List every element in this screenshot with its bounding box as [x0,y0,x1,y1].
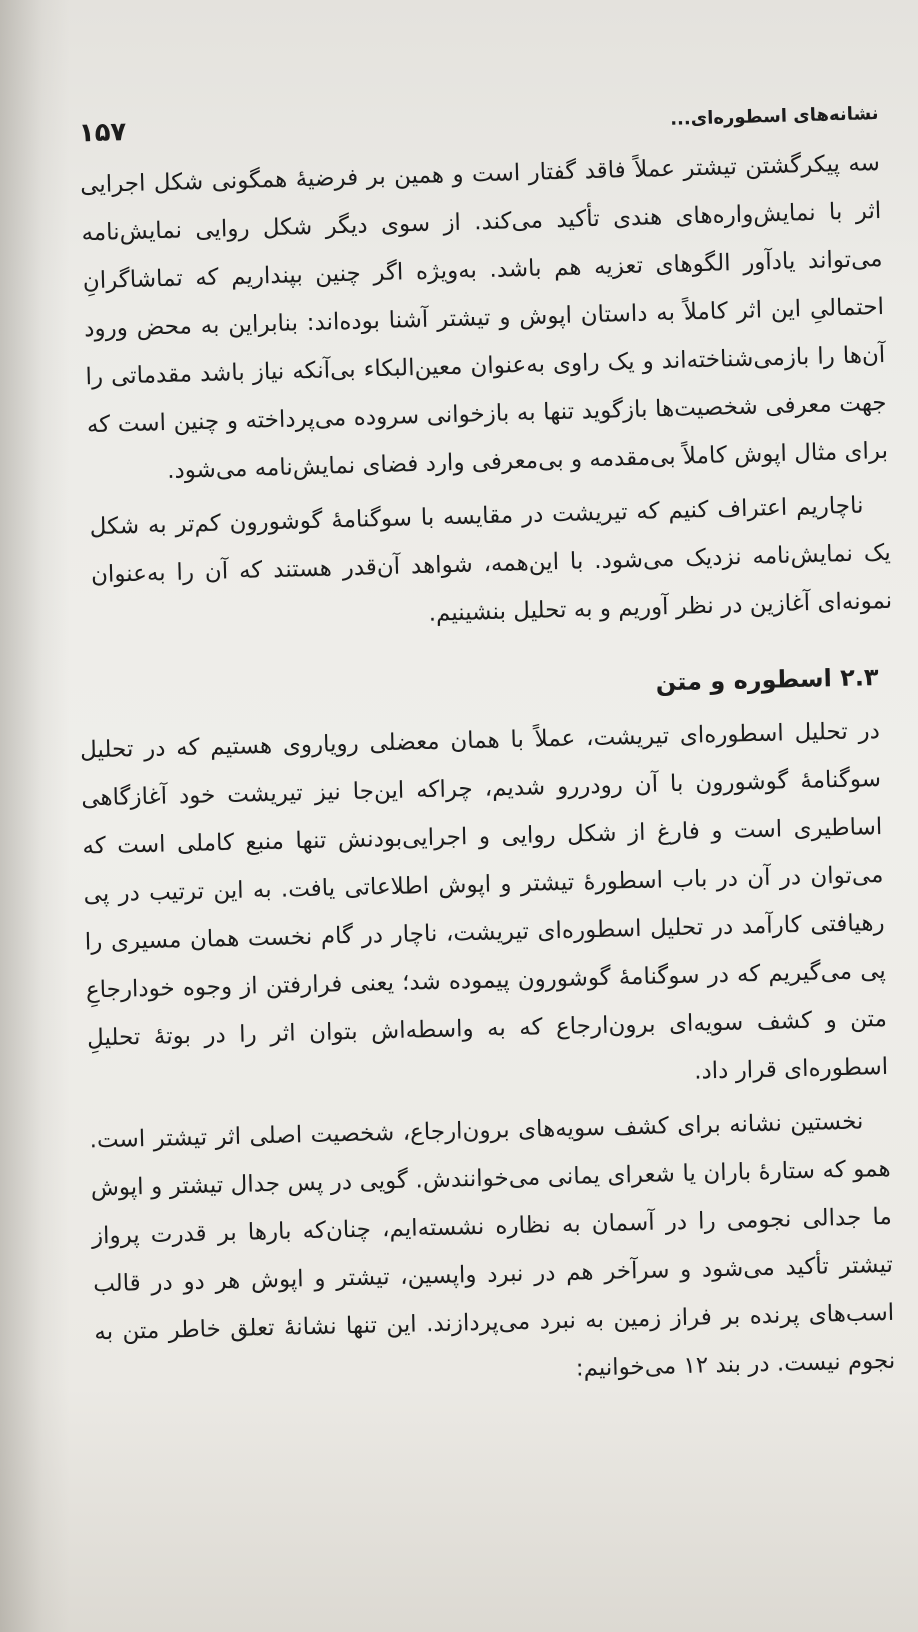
section-heading: ۲.۳ اسطوره و متن [655,662,879,697]
paragraph-3: در تحلیل اسطوره‌ای تیریشت، عملاً با همان معضلی رویاروی هستیم که در تحلیل سوگنامهٔ گوشورون با آن رودررو شدیم، چراکه این‌جا نیز تیریشت خود آغازگاهی اساطیری است و فارغ از شکل روایی و اجرایی‌بودنش تنها منبع کاملی است که می‌توان در آن در باب اسطورهٔ تیشتر و اپوش اطلاعاتی یافت. به این ترتیب در پی رهیافتی کارآمد در تحلیل اسطوره‌ای تیریشت، ناچار در گام نخست همان مسیری را پی می‌گیریم که در سوگنامهٔ گوشورون پیموده شد؛ یعنی فرارفتن از وجوه خودارجاعِ متن و کشف سویه‌ای برون‌ارجاع که به واسطه‌اش بتوان اثر را در بوتهٔ تحلیلِ اسطوره‌ای قرار داد. [79,717,889,1085]
page-number: ۱۵۷ [78,117,127,149]
lower-block [78,655,896,1404]
paragraph-4: نخستین نشانه برای کشف سویه‌های برون‌ارجاع، شخصیت اصلی اثر تیشتر است. همو که ستارهٔ باران یا شعرای یمانی می‌خوانندش. گویی در پس جدال تیشتر و اپوش ما جدالی نجومی را در آسمان به نظاره نشسته‌ایم، چنان‌که بارها بر قدرت پرواز تیشتر تأکید می‌شود و سرآخر هم در نبرد واپسین، تیشتر و اپوش هر دو در قالب اسب‌های پرنده بر فراز زمین به نبرد می‌پردازند. این تنها نشانهٔ تعلق خاطر متن به نجوم نیست. در بند ۱۲ می‌خوانیم: [89,1108,896,1382]
upper-block [78,96,892,647]
page-content [78,96,896,1385]
spine-shadow [0,0,70,1632]
running-head-title: نشانه‌های اسطوره‌ای... [669,102,879,130]
paragraph-1: سه پیکرگشتن تیشتر عملاً فاقد گفتار است و همین بر فرضیهٔ همگونی شکل اجرایی اثر با نمایش‌واره‌های هندی تأکید می‌کند. از سوی دیگر شکل روایی نمایش‌نامه می‌تواند یادآور الگوهای تعزیه هم باشد. به‌ویژه اگر چنین بپنداریم که تماشاگرانِ احتمالیِ این اثر کاملاً به داستان اپوش و تیشتر آشنا بوده‌اند: بنابراین به محض ورود آن‌ها را بازمی‌شناخته‌اند و یک راوی به‌عنوان معین‌البکاء بی‌آنکه نیاز باشد مقدماتی را جهت معرفی شخصیت‌ها بازگوید تنها به بازخوانی سروده می‌پرداخته و چنین است که برای مثال اپوش کاملاً بی‌مقدمه و بی‌معرفی وارد فضای نمایش‌نامه می‌شود. [79,149,889,484]
paragraph-2: ناچاریم اعتراف کنیم که تیریشت در مقایسه با سوگنامهٔ گوشورون کم‌تر به شکل یک نمایش‌نامه نزدیک می‌شود. با این‌همه، شواهد آن‌قدر هستند که آن را به‌عنوان نمونه‌ای آغازین در نظر آوریم و به تحلیل بنشینیم. [89,492,893,627]
